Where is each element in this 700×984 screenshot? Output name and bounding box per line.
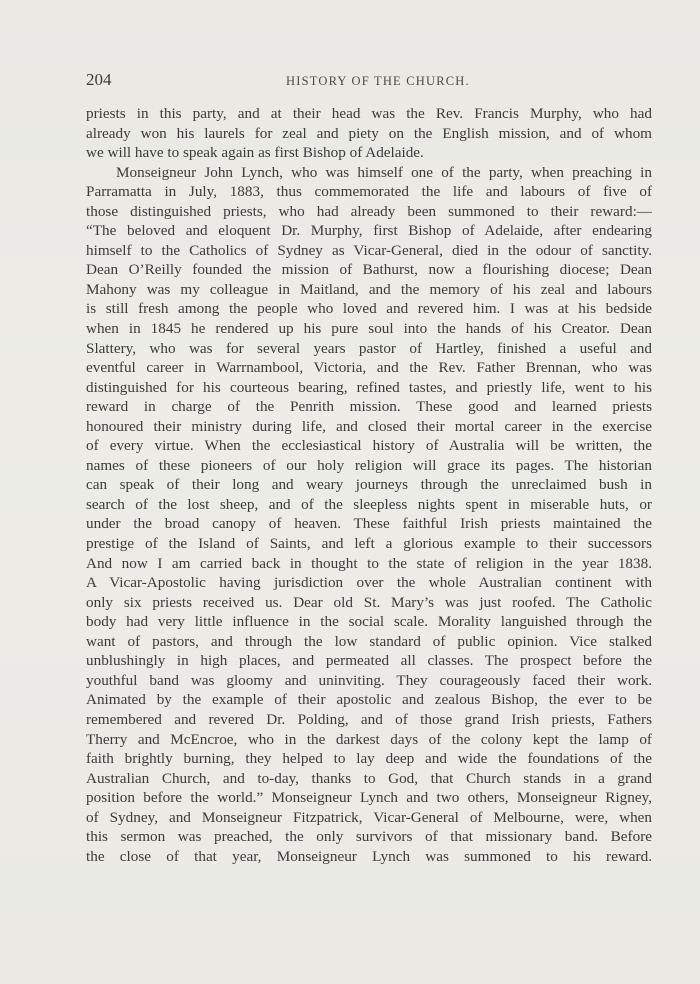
text-line: Therry and McEncroe, who in the darkest days of the colony kept the lamp of — [86, 730, 652, 748]
text-line: only six priests received us. Dear old St. Mary’s was just roofed. The Catholic — [86, 593, 652, 611]
text-line: when in 1845 he rendered up his pure soul into the hands of his Creator. Dean — [86, 320, 652, 338]
text-line: body had very little influence in the social scale. Morality languished through the — [86, 613, 652, 631]
text-line: Dean O’Reilly founded the mission of Bathurst, now a flourishing diocese; Dean — [86, 261, 652, 279]
text-line: position before the world.” Monseigneur Lynch and two others, Monseigneur Rigney, — [86, 789, 652, 807]
text-line: we will have to speak again as first Bishop of Adelaide. — [86, 144, 424, 162]
text-line: eventful career in Warrnambool, Victoria, and the Rev. Father Brennan, who was — [86, 359, 652, 377]
text-line: Parramatta in July, 1883, thus commemorated the life and labours of five of — [86, 183, 652, 201]
text-line: faith brightly burning, they helped to lay deep and wide the foundations of the — [86, 750, 652, 768]
text-line: is still fresh among the people who loved and revered him. I was at his bedside — [86, 300, 652, 318]
text-line: this sermon was preached, the only survivors of that missionary band. Before — [86, 828, 652, 846]
page-number: 204 — [86, 70, 112, 89]
text-line: And now I am carried back in thought to the state of religion in the year 1838. — [86, 554, 652, 572]
text-line: Australian Church, and to-day, thanks to God, that Church stands in a grand — [86, 769, 652, 787]
text-line: distinguished for his courteous bearing, refined tastes, and priestly life, went to his — [86, 378, 652, 396]
text-line: Monseigneur John Lynch, who was himself one of the party, when preaching in — [116, 163, 652, 181]
text-line: Animated by the example of their apostolic and zealous Bishop, the ever to be — [86, 691, 652, 709]
text-line: priests in this party, and at their head was the Rev. Francis Murphy, who had — [86, 105, 652, 122]
text-line: want of pastors, and through the low standard of public opinion. Vice stalked — [86, 632, 652, 650]
text-line: of every virtue. When the ecclesiastical history of Australia will be written, the — [86, 437, 652, 455]
text-line: can speak of their long and weary journeys through the unreclaimed bush in — [86, 476, 652, 494]
text-line: under the broad canopy of heaven. These faithful Irish priests maintained the — [86, 515, 652, 533]
text-line: Slattery, who was for several years pastor of Hartley, finished a useful and — [86, 339, 652, 357]
text-line: prestige of the Island of Saints, and left a glorious example to their successors — [86, 535, 652, 553]
body-text — [86, 104, 652, 866]
text-line: honoured their ministry during life, and closed their mortal career in the exercise — [86, 417, 652, 435]
text-line: A Vicar-Apostolic having jurisdiction over the whole Australian continent with — [86, 574, 652, 592]
text-line: youthful band was gloomy and uninviting. They courageously faced their work. — [86, 671, 652, 689]
text-line: reward in charge of the Penrith mission. These good and learned priests — [86, 398, 652, 416]
running-head: HISTORY OF THE CHURCH. — [286, 74, 470, 88]
text-line: himself to the Catholics of Sydney as Vicar-General, died in the odour of sanctity. — [86, 241, 652, 259]
text-line: remembered and revered Dr. Polding, and of those grand Irish priests, Fathers — [86, 710, 652, 728]
text-line: those distinguished priests, who had already been summoned to their reward:— — [86, 202, 652, 220]
text-line: names of these pioneers of our holy religion will grace its pages. The historian — [86, 456, 652, 474]
text-line: of Sydney, and Monseigneur Fitzpatrick, Vicar-General of Melbourne, were, when — [86, 808, 652, 826]
text-line: the close of that year, Monseigneur Lynch was summoned to his reward. — [86, 847, 652, 865]
page-header — [86, 70, 652, 92]
text-line: “The beloved and eloquent Dr. Murphy, first Bishop of Adelaide, after endearing — [86, 222, 652, 240]
text-line: unblushingly in high places, and permeated all classes. The prospect before the — [86, 652, 652, 670]
text-line: already won his laurels for zeal and piety on the English mission, and of whom — [86, 124, 652, 142]
text-line: search of the lost sheep, and of the sleepless nights spent in miserable huts, or — [86, 495, 652, 513]
text-line: Mahony was my colleague in Maitland, and the memory of his zeal and labours — [86, 280, 652, 298]
